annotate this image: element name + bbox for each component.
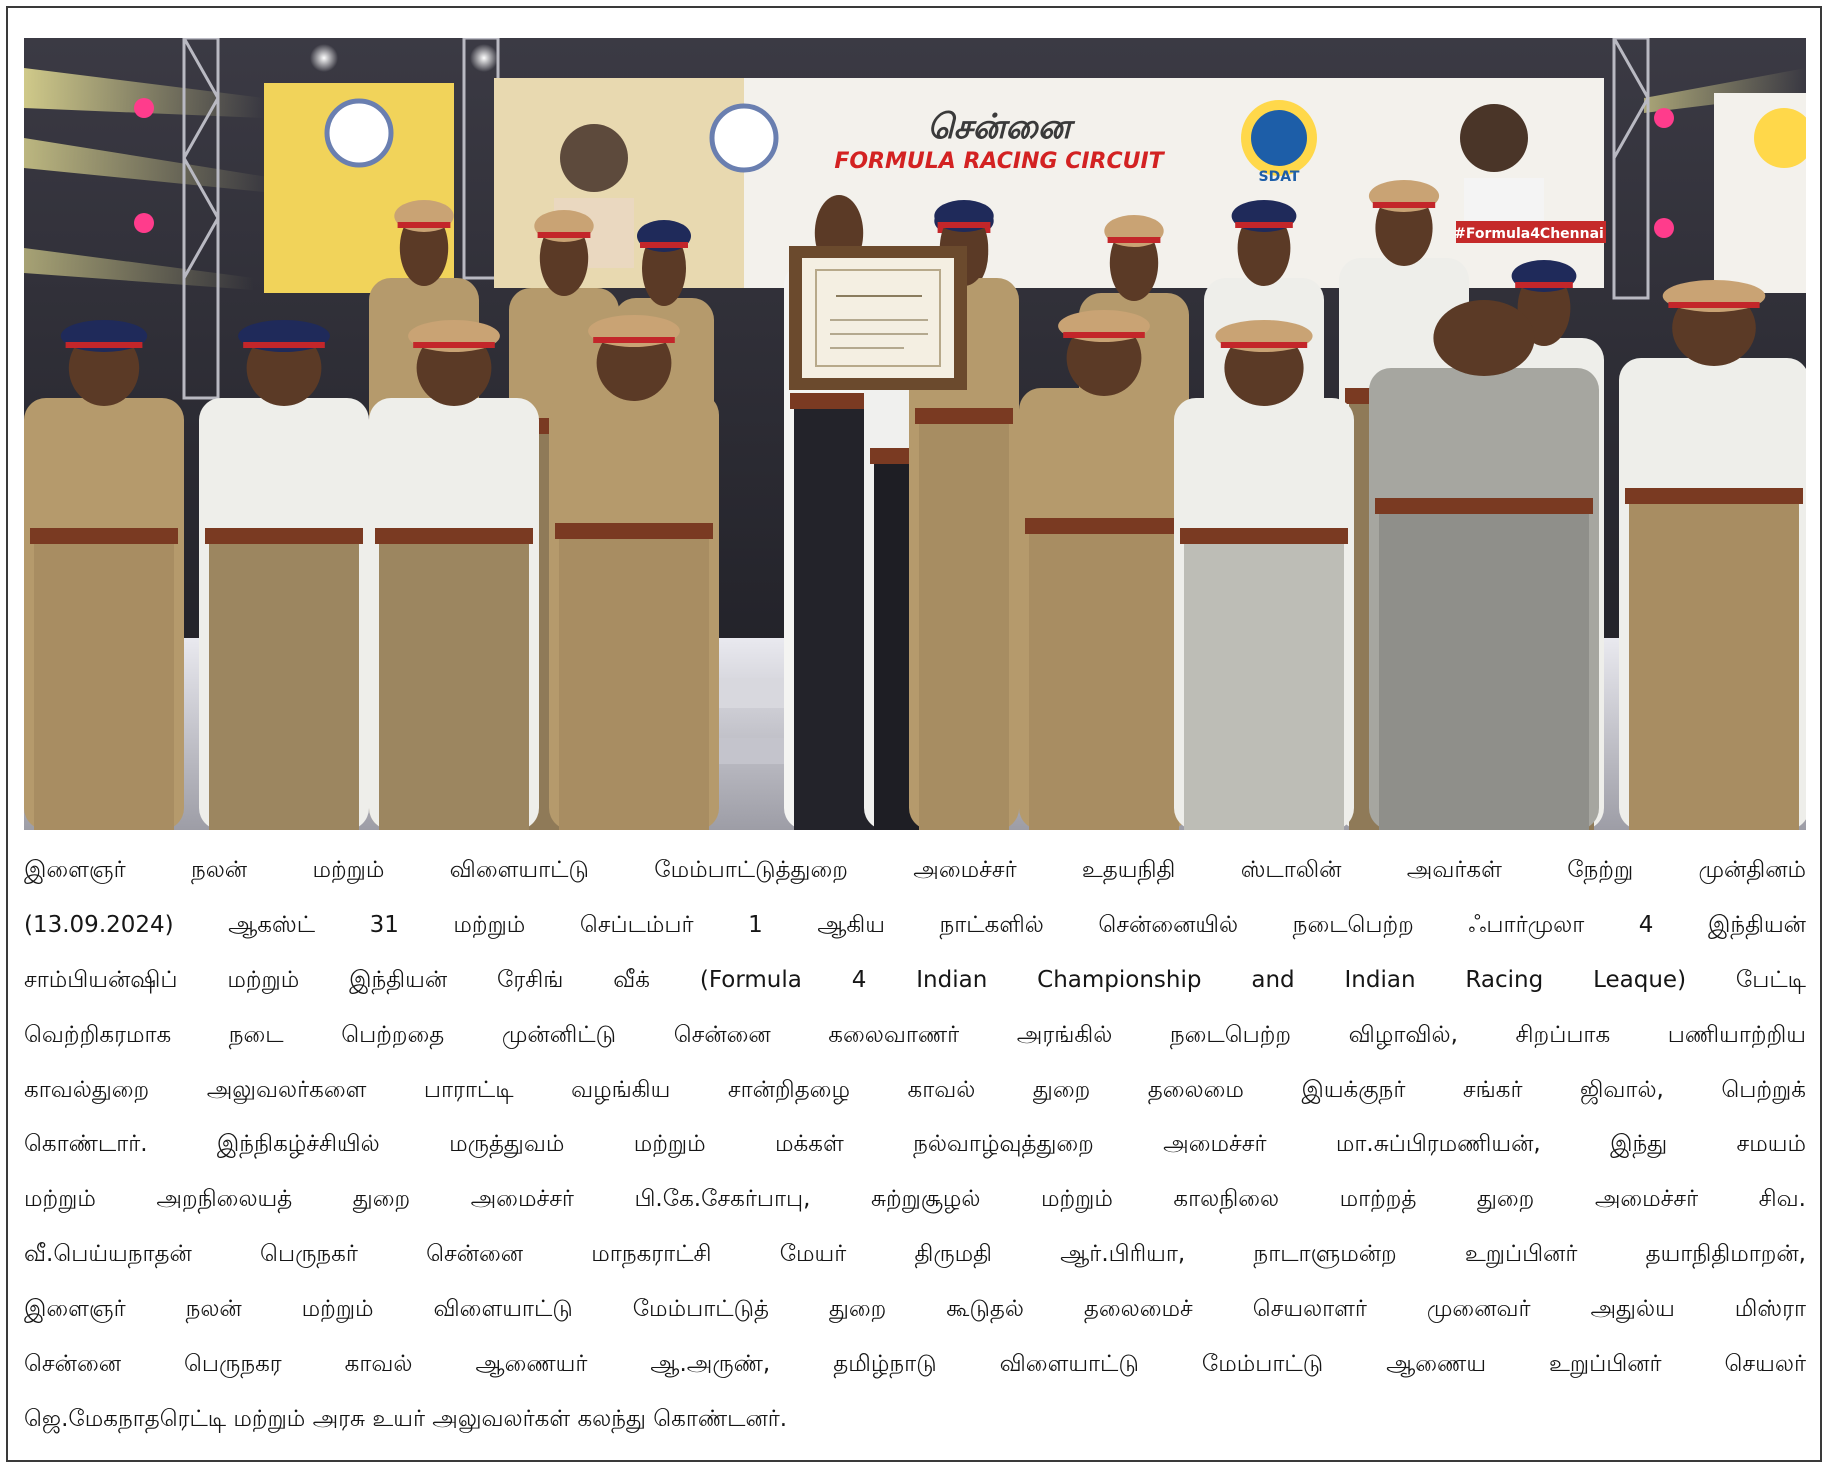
sdat-badge: SDAT xyxy=(1258,169,1300,185)
caption-line: இளைஞர் நலன் மற்றும் விளையாட்டு மேம்பாட்டுத்துறை அமைச்சர் உதயநிதி ஸ்டாலின் அவர்கள் நேற்று முன்தினம் xyxy=(24,857,1806,883)
caption-line: மற்றும் அறநிலையத் துறை அமைச்சர் பி.கே.சேகர்பாபு, சுற்றுசூழல் மற்றும் காலநிலை மாற்றத் துறை அமைச்சர் சிவ. xyxy=(24,1186,1806,1213)
caption-line: வீ.பெய்யநாதன் பெருநகர் சென்னை மாநகராட்சி மேயர் திருமதி ஆர்.பிரியா, நாடாளுமன்ற உறுப்பினர் தயாநிதிமாறன், xyxy=(24,1241,1806,1268)
person-head xyxy=(1433,300,1534,376)
caption-line: வெற்றிகரமாக நடை பெற்றதை முன்னிட்டு சென்னை கலைவாணர் அரங்கில் நடைபெற்ற விழாவில், சிறப்பாக பணியாற்றிய xyxy=(24,1021,1806,1048)
news-caption xyxy=(24,843,1806,1448)
caption-line: சென்னை பெருநகர காவல் ஆணையர் ஆ.அருண், தமிழ்நாடு விளையாட்டு மேம்பாட்டு ஆணைய உறுப்பினர் செயலர் xyxy=(24,1351,1806,1378)
caption-line: கொண்டார். இந்நிகழ்ச்சியில் மருத்துவம் மற்றும் மக்கள் நல்வாழ்வுத்துறை அமைச்சர் மா.சுப்பிரமணியன், இந்து சமயம் xyxy=(24,1131,1806,1158)
banner-title-tamil: சென்னை xyxy=(927,107,1071,147)
news-clipping xyxy=(6,6,1822,1462)
caption-line: சாம்பியன்ஷிப் மற்றும் இந்தியன் ரேசிங் வீக் (Formula 4 Indian Championship and Indian Racing Leaque) பேட்டி xyxy=(24,966,1806,993)
caption-line: (13.09.2024) ஆகஸ்ட் 31 மற்றும் செப்டம்பர் 1 ஆகிய நாட்களில் சென்னையில் நடைபெற்ற ஃபார்முலா 4 இந்தியன் xyxy=(24,911,1806,938)
caption-line: ஜெ.மேகநாதரெட்டி மற்றும் அரசு உயர் அலுவலர்கள் கலந்து கொண்டனர். xyxy=(24,1405,788,1432)
banner-hashtag: #Formula4Chennai xyxy=(1454,226,1604,242)
event-photo xyxy=(24,38,1806,830)
banner-title-english: FORMULA RACING CIRCUIT xyxy=(834,149,1164,174)
framed-certificate xyxy=(789,246,967,390)
caption-line: காவல்துறை அலுவலர்களை பாராட்டி வழங்கிய சான்றிதழை காவல் துறை தலைமை இயக்குநர் சங்கர் ஜிவால், பெற்றுக் xyxy=(24,1076,1806,1103)
caption-line: இளைஞர் நலன் மற்றும் விளையாட்டு மேம்பாட்டுத் துறை கூடுதல் தலைமைச் செயலாளர் முனைவர் அதுல்ய மிஸ்ரா xyxy=(24,1296,1806,1323)
